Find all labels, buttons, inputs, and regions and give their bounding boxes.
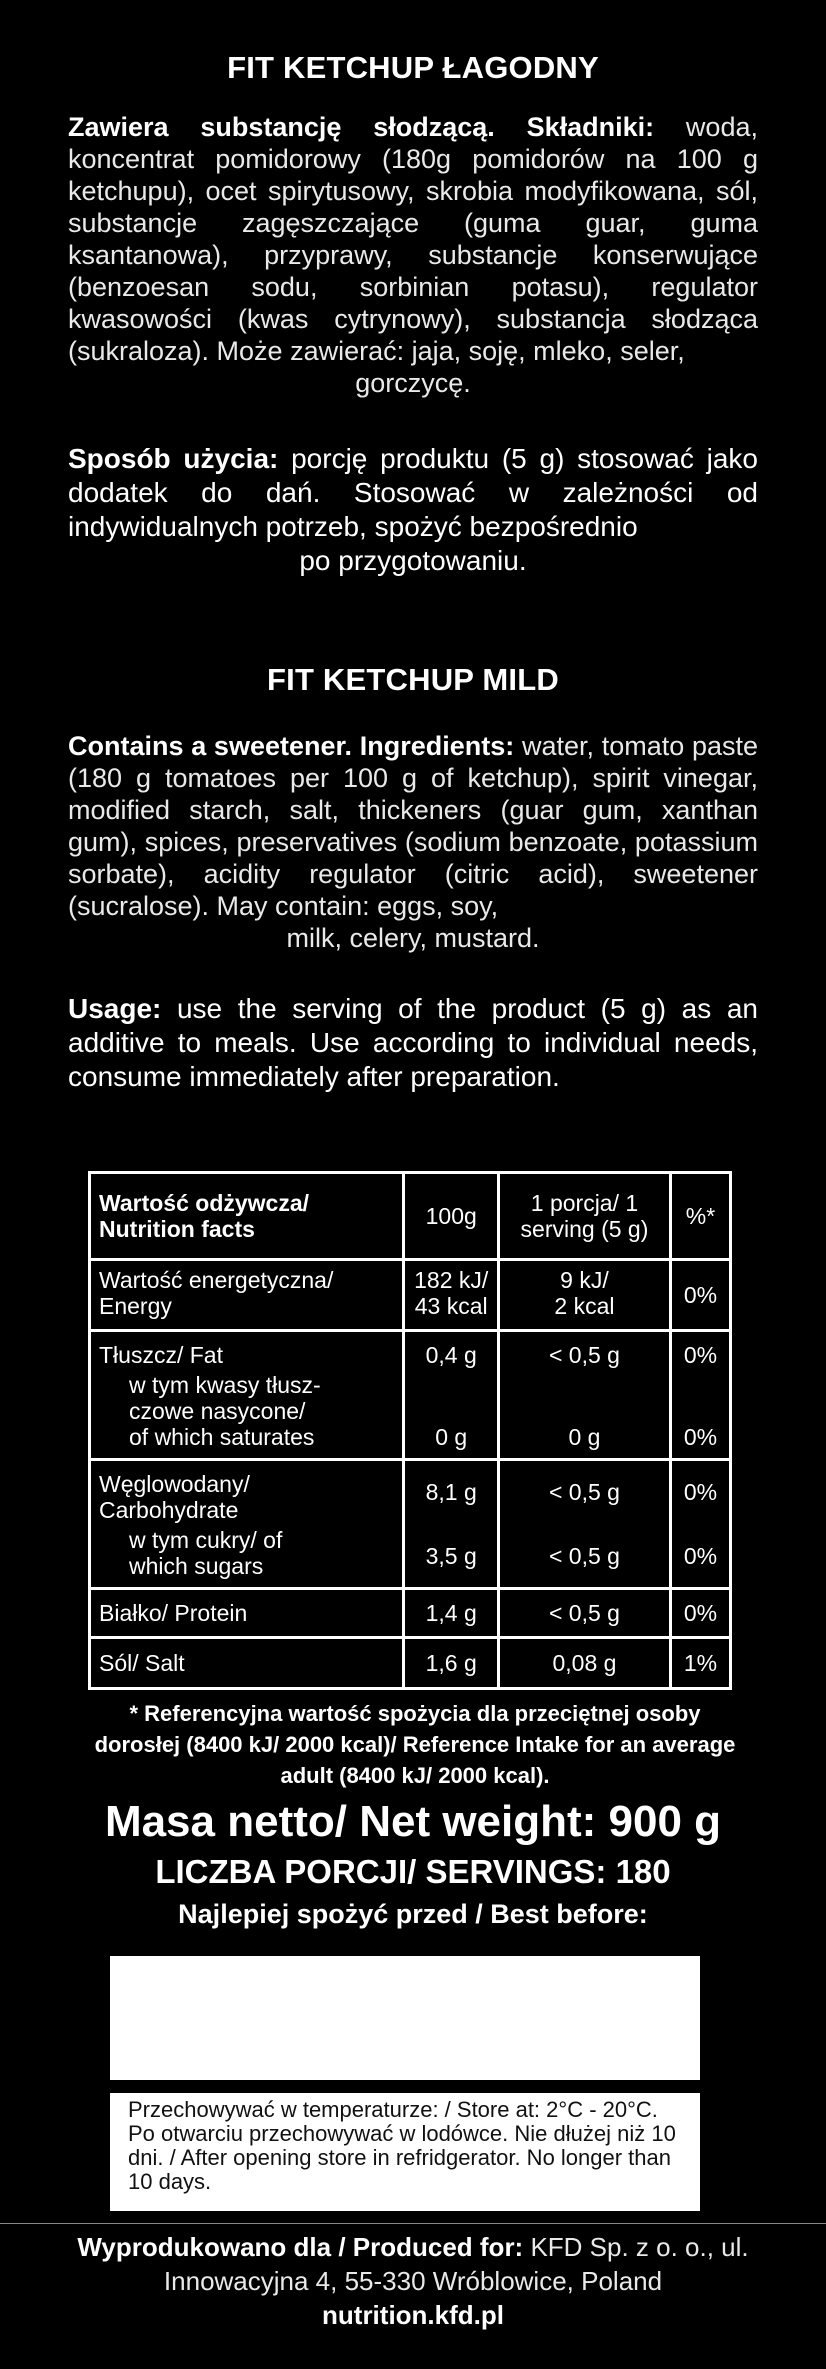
nutrition-header-pct: %* — [670, 1173, 730, 1260]
sugars-pct-value: 0% — [683, 1543, 718, 1569]
table-row — [90, 1460, 731, 1589]
table-row — [90, 1331, 731, 1460]
salt-pct: 1% — [670, 1638, 730, 1689]
fat-pct — [670, 1331, 730, 1460]
ingredients-en-lead: Contains a sweetener. Ingredients: — [68, 731, 515, 761]
title-pl: FIT KETCHUP ŁAGODNY — [227, 50, 599, 85]
usage-pl-last: po przygotowaniu. — [299, 545, 527, 576]
producer-text: KFD Sp. z o. o., ul. Innowacyjna 4, 55-330 Wróblowice, Poland — [163, 2232, 749, 2296]
energy-portion-kj: 9 kJ/ — [560, 1267, 609, 1293]
salt-100g: 1,6 g — [404, 1638, 499, 1689]
nutrition-header-portion: 1 porcja/ 1 serving (5 g) — [499, 1173, 671, 1260]
ingredients-pl-text: woda, koncentrat pomidorowy (180g pomidorów na 100 g ketchupu), ocet spirytusowy, skrobia modyfikowana, sól, substancje zagęszczające (guma guar, guma ksantanowa), przyprawy, substancje konserwujące (benzoesan sodu, sorbinian potasu), regulator kwasowości (kwas cytrynowy), substancja słodząca (sukraloza). Może zawierać: jaja, soję, mleko, seler, — [68, 112, 758, 366]
fat-100g-value: 0,4 g — [425, 1342, 477, 1368]
ingredients-pl-last: gorczycę. — [355, 368, 471, 398]
protein-portion: < 0,5 g — [499, 1589, 671, 1638]
saturates-100g-value: 0 g — [435, 1424, 468, 1450]
saturates-name: w tym kwasy tłusz-czowe nasycone/ of which saturates — [129, 1372, 321, 1450]
nutrition-header-100g: 100g — [404, 1173, 499, 1260]
best-before-box — [110, 1956, 700, 2080]
carbs-pct-value: 0% — [683, 1479, 718, 1505]
salt-name: Sól/ Salt — [90, 1638, 404, 1689]
producer-site: nutrition.kfd.pl — [322, 2300, 504, 2330]
divider — [0, 2223, 826, 2224]
sugars-100g-value: 3,5 g — [425, 1543, 477, 1569]
producer-lead: Wyprodukowano dla / Produced for: — [77, 2232, 524, 2262]
reference-intake-footnote: * Referencyjna wartość spożycia dla przeciętnej osoby dorosłej (8400 kJ/ 2000 kcal)/ Reference Intake for an average adult (8400 kJ/ 2000 kcal). — [94, 1701, 736, 1788]
nutrition-header-name: Wartość odżywcza/ Nutrition facts — [90, 1173, 404, 1260]
protein-pct: 0% — [670, 1589, 730, 1638]
table-row — [90, 1589, 731, 1638]
usage-en-lead: Usage: — [68, 993, 162, 1024]
table-row — [90, 1260, 731, 1331]
usage-pl-lead: Sposób użycia: — [68, 443, 279, 474]
storage-box: Przechowywać w temperaturze: / Store at: 2°C - 20°C. Po otwarciu przechowywać w lodówce. Nie dłużej niż 10 dni. / After opening store in refridgerator. No longer than 10 days. — [110, 2093, 700, 2211]
carbs-cell — [90, 1460, 404, 1589]
usage-en-text: use the serving of the product (5 g) as an additive to meals. Use according to individual needs, consume immediately after preparation. — [68, 993, 758, 1092]
salt-portion: 0,08 g — [499, 1638, 671, 1689]
fat-pct-value: 0% — [683, 1342, 718, 1368]
saturates-pct-value: 0% — [683, 1424, 718, 1450]
producer-info — [60, 2230, 766, 2332]
carbs-portion-value: < 0,5 g — [548, 1479, 620, 1505]
usage-en — [68, 992, 758, 1094]
nutrition-table — [88, 1171, 732, 1690]
ingredients-en-last: milk, celery, mustard. — [286, 923, 540, 953]
carbs-name: Węglowodany/ Carbohydrate — [99, 1471, 250, 1523]
energy-portion — [499, 1260, 671, 1331]
table-row — [90, 1638, 731, 1689]
carbs-pct — [670, 1460, 730, 1589]
table-row — [90, 1173, 731, 1260]
saturates-portion-value: 0 g — [568, 1424, 601, 1450]
carbs-100g-value: 8,1 g — [425, 1479, 477, 1505]
energy-100g-kcal: 43 kcal — [414, 1293, 488, 1319]
sugars-name: w tym cukry/ of which sugars — [129, 1527, 283, 1579]
carbs-100g — [404, 1460, 499, 1589]
usage-pl-text: porcję produktu (5 g) stosować jako dodatek do dań. Stosować w zależności od indywidualnych potrzeb, spożyć bezpośrednio — [68, 443, 758, 542]
usage-pl — [68, 442, 758, 578]
ingredients-pl-lead: Zawiera substancję słodzącą. Składniki: — [68, 112, 655, 142]
net-weight: Masa netto/ Net weight: 900 g — [104, 1797, 722, 1846]
energy-pct: 0% — [670, 1260, 730, 1331]
protein-100g: 1,4 g — [404, 1589, 499, 1638]
fat-cell — [90, 1331, 404, 1460]
carbs-portion — [499, 1460, 671, 1589]
ingredients-en-text: water, tomato paste (180 g tomatoes per 100 g of ketchup), spirit vinegar, modified starch, salt, thickeners (guar gum, xanthan gum), spices, preservatives (sodium benzoate, potassium sorbate), acidity regulator (citric acid), sweetener (sucralose). May contain: eggs, soy, — [68, 731, 758, 921]
protein-name: Białko/ Protein — [90, 1589, 404, 1638]
energy-100g-kj: 182 kJ/ — [414, 1267, 489, 1293]
energy-100g — [404, 1260, 499, 1331]
fat-portion — [499, 1331, 671, 1460]
title-en: FIT KETCHUP MILD — [267, 662, 559, 697]
servings: LICZBA PORCJI/ SERVINGS: 180 — [155, 1853, 671, 1890]
sugars-portion-value: < 0,5 g — [548, 1543, 620, 1569]
fat-100g — [404, 1331, 499, 1460]
energy-portion-kcal: 2 kcal — [554, 1293, 615, 1319]
fat-name: Tłuszcz/ Fat — [99, 1342, 223, 1368]
ingredients-en — [68, 730, 758, 954]
energy-name: Wartość energetyczna/ Energy — [90, 1260, 404, 1331]
ingredients-pl — [68, 111, 758, 399]
best-before-label: Najlepiej spożyć przed / Best before: — [178, 1899, 648, 1929]
fat-portion-value: < 0,5 g — [548, 1342, 620, 1368]
